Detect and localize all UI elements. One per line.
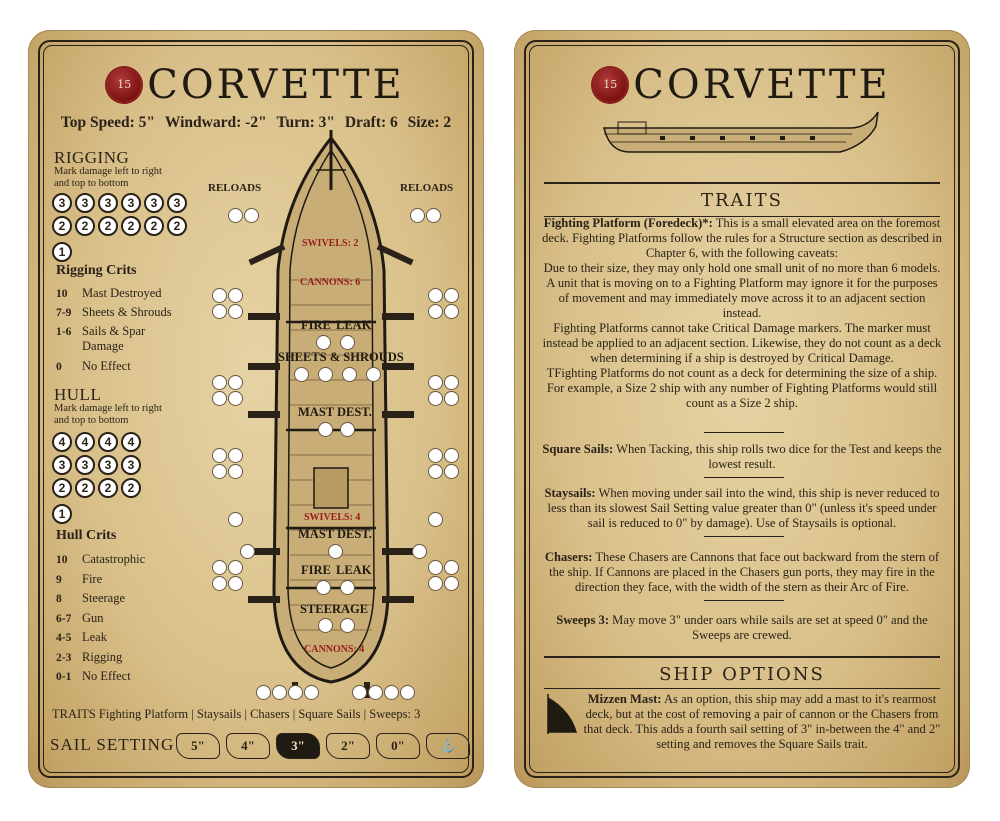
reload-slot[interactable] bbox=[428, 464, 443, 479]
reload-slot[interactable] bbox=[428, 391, 443, 406]
reload-slot[interactable] bbox=[428, 448, 443, 463]
reload-slot[interactable] bbox=[352, 685, 367, 700]
trait-sweeps: Sweeps 3: May move 3" under oars while sails are set at speed 0" and the Sweeps are crewed. bbox=[556, 613, 928, 642]
hull-track bbox=[52, 431, 144, 526]
reload-slot[interactable] bbox=[240, 544, 255, 559]
sheets-marker-slot[interactable] bbox=[318, 367, 333, 382]
reload-slot[interactable] bbox=[212, 375, 227, 390]
reload-slot[interactable] bbox=[444, 391, 459, 406]
sheets-shrouds-label: SHEETS & SHROUDS bbox=[278, 350, 404, 364]
flourish bbox=[704, 536, 784, 537]
size-stat: Size: 2 bbox=[407, 114, 452, 131]
reload-slot[interactable] bbox=[228, 288, 243, 303]
mast-aft-marker-slot[interactable] bbox=[328, 544, 343, 559]
reload-slot[interactable] bbox=[228, 448, 243, 463]
turn-stat: Turn: 3" bbox=[276, 114, 335, 131]
traits-summary: TRAITS Fighting Platform | Staysails | Chasers | Square Sails | Sweeps: 3 bbox=[52, 707, 421, 721]
rigging-box[interactable]: 3 bbox=[98, 193, 118, 213]
cannons-fore-label: CANNONS: 6 bbox=[300, 277, 361, 288]
sail-setting-label: SAIL SETTING bbox=[50, 735, 175, 754]
rigging-note-1: Mark damage left to right bbox=[54, 166, 162, 177]
sheets-marker-slot[interactable] bbox=[366, 367, 381, 382]
reload-slot[interactable] bbox=[228, 208, 243, 223]
mast-dest-aft-label: MAST DEST. bbox=[298, 527, 372, 541]
hull-box[interactable]: 4 bbox=[121, 432, 141, 452]
reload-slot[interactable] bbox=[272, 685, 287, 700]
hull-crit-item: 4-5 Leak bbox=[56, 630, 107, 644]
reload-slot[interactable] bbox=[428, 512, 443, 527]
sheets-marker-slot[interactable] bbox=[342, 367, 357, 382]
reload-slot[interactable] bbox=[428, 288, 443, 303]
flourish bbox=[704, 600, 784, 601]
hull-box[interactable]: 1 bbox=[52, 504, 72, 524]
windward-stat: Windward: -2" bbox=[164, 114, 267, 131]
rigging-crits-heading: Rigging Crits bbox=[56, 263, 137, 278]
reload-slot[interactable] bbox=[256, 685, 271, 700]
mast-marker-slot[interactable] bbox=[318, 422, 333, 437]
hull-crit-item: 2-3 Rigging bbox=[56, 650, 123, 664]
steerage-marker-slot[interactable] bbox=[340, 618, 355, 633]
sail-setting-0[interactable]: 0" bbox=[376, 733, 420, 759]
reload-slot[interactable] bbox=[212, 576, 227, 591]
traits-heading: TRAITS bbox=[700, 190, 783, 211]
hull-crit-item: 0-1 No Effect bbox=[56, 669, 131, 683]
cannons-aft-label: CANNONS: 4 bbox=[304, 644, 365, 655]
sail-setting-3-selected[interactable]: 3" bbox=[276, 733, 320, 759]
rigging-box[interactable]: 2 bbox=[52, 216, 72, 236]
leak-marker-slot[interactable] bbox=[340, 335, 355, 350]
rigging-box[interactable]: 3 bbox=[75, 193, 95, 213]
reload-slot[interactable] bbox=[444, 576, 459, 591]
reload-slot[interactable] bbox=[444, 448, 459, 463]
divider bbox=[544, 182, 940, 184]
reload-slot[interactable] bbox=[444, 304, 459, 319]
leak-aft-marker-slot[interactable] bbox=[340, 580, 355, 595]
rigging-crit-item: Damage bbox=[82, 339, 124, 353]
reload-slot[interactable] bbox=[444, 560, 459, 575]
reload-slot[interactable] bbox=[212, 304, 227, 319]
swivels-fore-label: SWIVELS: 2 bbox=[302, 238, 359, 249]
rigging-box[interactable]: 2 bbox=[121, 216, 141, 236]
reloads-right-label: RELOADS bbox=[400, 182, 454, 194]
hull-box[interactable]: 4 bbox=[52, 432, 72, 452]
sail-setting-2[interactable]: 2" bbox=[326, 733, 370, 759]
mast-marker-slot[interactable] bbox=[340, 422, 355, 437]
trait-fighting-platform: Fighting Platform (Foredeck)*: This is a small elevated area on the foremost deck. Fighting Platforms follow the rules for a Structure section as described in Chapter 6, with the following caveats: Due to their size, they may only hold one small unit of no more than 6 models. A unit that is moving on to a Fighting Platform may ignore it for the purposes of movement and may immediately move across it to an adjacent section instead. Fighting Platforms cannot take Critical Damage markers. The marker must instead be applied to an adjacent section. Likewise, they do not count as a deck when determining if a ship is destroyed by Critical Damage. TFighting Platforms do not count as a deck for determining the size of a ship. For example, a Size 2 ship with any number of Fighting Platforms would still count as a Size 2 ship. bbox=[542, 216, 942, 410]
rigging-box[interactable]: 3 bbox=[144, 193, 164, 213]
card-back bbox=[514, 30, 970, 788]
rigging-box[interactable]: 1 bbox=[52, 242, 72, 262]
steerage-label: STEERAGE bbox=[300, 602, 369, 616]
rigging-track bbox=[52, 192, 190, 264]
card-title: CORVETTE bbox=[633, 62, 891, 108]
reload-slot[interactable] bbox=[228, 512, 243, 527]
hull-crit-item: 9 Fire bbox=[56, 572, 103, 586]
hull-box[interactable]: 2 bbox=[121, 478, 141, 498]
sail-setting-track bbox=[50, 730, 466, 760]
reload-slot[interactable] bbox=[410, 208, 425, 223]
rigging-crit-item: 1-6 Sails & Spar bbox=[56, 324, 146, 338]
rigging-box[interactable]: 3 bbox=[52, 193, 72, 213]
reload-slot[interactable] bbox=[428, 375, 443, 390]
reload-slot[interactable] bbox=[368, 685, 383, 700]
hull-crit-item: 6-7 Gun bbox=[56, 611, 104, 625]
trait-square-sails: Square Sails: When Tacking, this ship rolls two dice for the Test and keeps the lowest result. bbox=[542, 442, 942, 471]
divider bbox=[544, 688, 940, 689]
sail-setting-4[interactable]: 4" bbox=[226, 733, 270, 759]
fire-aft-label: FIRE bbox=[301, 563, 331, 577]
hull-box[interactable]: 4 bbox=[75, 432, 95, 452]
points-seal: 15 bbox=[107, 68, 141, 102]
reloads-left-label: RELOADS bbox=[208, 182, 262, 194]
hull-box[interactable]: 3 bbox=[98, 455, 118, 475]
ship-profile-illustration bbox=[600, 108, 880, 168]
hull-crit-item: 8 Steerage bbox=[56, 591, 126, 605]
hull-box[interactable]: 4 bbox=[98, 432, 118, 452]
reload-slot[interactable] bbox=[228, 304, 243, 319]
leak-label: LEAK bbox=[336, 318, 372, 332]
fire-label: FIRE bbox=[301, 318, 331, 332]
reload-slot[interactable] bbox=[212, 464, 227, 479]
hull-box[interactable]: 3 bbox=[52, 455, 72, 475]
hull-box[interactable]: 3 bbox=[121, 455, 141, 475]
option-mizzen-mast: Mizzen Mast: As an option, this ship may add a mast to it's rearmost deck, but at the cost of removing a pair of cannon or the Chasers from that deck. This adds a fourth sail setting of 3" in-between the 4" and 2" setting and removes the Square Sails trait. bbox=[583, 692, 941, 751]
rigging-box[interactable]: 3 bbox=[167, 193, 187, 213]
trait-chasers: Chasers: These Chasers are Cannons that face out backward from the stern of the ship. If Cannons are placed in the Chasers gun ports, they may fire in the direction they face, with the width of the stern as their Arc of Fire. bbox=[544, 550, 940, 594]
hull-box[interactable]: 2 bbox=[98, 478, 118, 498]
reload-slot[interactable] bbox=[304, 685, 319, 700]
reload-slot[interactable] bbox=[212, 288, 227, 303]
reload-slot[interactable] bbox=[426, 208, 441, 223]
rigging-note-2: and top to bottom bbox=[54, 178, 129, 189]
points-seal: 15 bbox=[593, 68, 627, 102]
hull-note-1: Mark damage left to right bbox=[54, 403, 162, 414]
reload-slot[interactable] bbox=[428, 304, 443, 319]
rigging-crit-item: 0 No Effect bbox=[56, 359, 131, 373]
trait-staysails: Staysails: When moving under sail into the wind, this ship is never reduced to less than its slowest Sail Setting value greater than 0" (unless it's speed under sail is reduced to 0" by damage). Use of Staysails is optional. bbox=[544, 486, 940, 530]
hull-heading: HULL bbox=[54, 385, 102, 404]
ship-options-heading: SHIP OPTIONS bbox=[659, 664, 825, 685]
card-title: CORVETTE bbox=[147, 62, 405, 108]
rigging-crit-item: 7-9 Sheets & Shrouds bbox=[56, 305, 172, 319]
leak-aft-label: LEAK bbox=[336, 563, 372, 577]
rigging-box[interactable]: 2 bbox=[98, 216, 118, 236]
reload-slot[interactable] bbox=[444, 288, 459, 303]
hull-box[interactable]: 3 bbox=[75, 455, 95, 475]
hull-box[interactable]: 2 bbox=[52, 478, 72, 498]
swivels-aft-label: SWIVELS: 4 bbox=[304, 512, 361, 523]
hull-note-2: and top to bottom bbox=[54, 415, 129, 426]
rigging-heading: RIGGING bbox=[54, 148, 130, 167]
steerage-marker-slot[interactable] bbox=[318, 618, 333, 633]
card-front bbox=[28, 30, 484, 788]
hull-box[interactable]: 2 bbox=[75, 478, 95, 498]
reload-slot[interactable] bbox=[228, 391, 243, 406]
reload-slot[interactable] bbox=[228, 576, 243, 591]
reload-slot[interactable] bbox=[212, 448, 227, 463]
sail-setting-5[interactable]: 5" bbox=[176, 733, 220, 759]
reload-slot[interactable] bbox=[212, 560, 227, 575]
fire-marker-slot[interactable] bbox=[316, 335, 331, 350]
reload-slot[interactable] bbox=[412, 544, 427, 559]
hull-crit-item: 10 Catastrophic bbox=[56, 552, 146, 566]
mast-dest-label: MAST DEST. bbox=[298, 405, 372, 419]
reload-slot[interactable] bbox=[444, 375, 459, 390]
anchor-icon[interactable]: ⚓ bbox=[426, 733, 470, 759]
rigging-box[interactable]: 2 bbox=[75, 216, 95, 236]
fire-aft-marker-slot[interactable] bbox=[316, 580, 331, 595]
reload-slot[interactable] bbox=[228, 464, 243, 479]
top-speed-stat: Top Speed: 5" bbox=[60, 114, 156, 131]
reload-slot[interactable] bbox=[244, 208, 259, 223]
flourish bbox=[704, 432, 784, 433]
sheets-marker-slot[interactable] bbox=[294, 367, 309, 382]
rigging-box[interactable]: 2 bbox=[167, 216, 187, 236]
flourish bbox=[704, 477, 784, 478]
reload-slot[interactable] bbox=[444, 464, 459, 479]
rigging-box[interactable]: 3 bbox=[121, 193, 141, 213]
hull-crits-heading: Hull Crits bbox=[56, 528, 117, 543]
reload-slot[interactable] bbox=[212, 391, 227, 406]
divider bbox=[544, 656, 940, 658]
rigging-crit-item: 10 Mast Destroyed bbox=[56, 286, 162, 300]
card-title-row bbox=[28, 62, 484, 112]
reload-slot[interactable] bbox=[428, 576, 443, 591]
draft-stat: Draft: 6 bbox=[344, 114, 398, 131]
reload-slot[interactable] bbox=[400, 685, 415, 700]
reload-slot[interactable] bbox=[228, 375, 243, 390]
reload-slot[interactable] bbox=[288, 685, 303, 700]
sail-icon bbox=[540, 692, 580, 736]
card-title-row bbox=[514, 62, 970, 112]
rigging-box[interactable]: 2 bbox=[144, 216, 164, 236]
reload-slot[interactable] bbox=[384, 685, 399, 700]
reload-slot[interactable] bbox=[228, 560, 243, 575]
reload-slot[interactable] bbox=[428, 560, 443, 575]
